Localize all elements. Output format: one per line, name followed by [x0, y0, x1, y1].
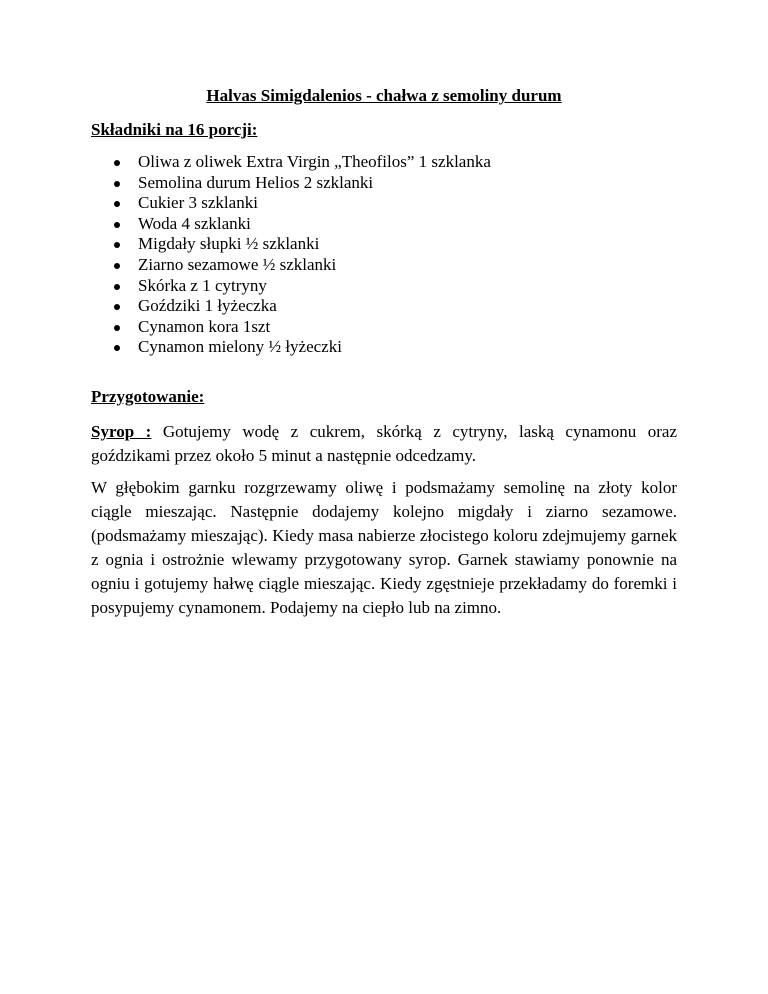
syrup-label: Syrop :: [91, 422, 152, 441]
ingredients-heading: Składniki na 16 porcji:: [91, 120, 258, 139]
list-item: [91, 234, 491, 255]
recipe-title: Halvas Simigdalenios - chałwa z semoliny durum: [206, 86, 562, 105]
bullet-icon: [114, 345, 120, 351]
syrup-paragraph: [91, 420, 677, 468]
ingredient-text: Semolina durum Helios 2 szklanki: [138, 172, 374, 192]
method-paragraph: W głębokim garnku rozgrzewamy oliwę i podsmażamy semolinę na złoty kolor ciągle mieszając. Następnie dodajemy kolejno migdały i ziarno sezamowe. (podsmażamy mieszając). Kiedy masa nabierze złocistego koloru zdejmujemy garnek z ognia i ostrożnie wlewamy przygotowany syrop. Garnek stawiamy ponownie na ogniu i gotujemy hałwę ciągle mieszając. Kiedy zgęstnieje przekładamy do foremki i posypujemy cynamonem. Podajemy na ciepło lub na zimno.: [91, 478, 677, 617]
list-item: [91, 337, 491, 358]
bullet-icon: [114, 160, 120, 166]
bullet-icon: [114, 222, 120, 228]
list-item: [91, 255, 491, 276]
bullet-icon: [114, 263, 120, 269]
ingredient-text: Cynamon kora 1szt: [138, 316, 271, 336]
ingredient-text: Skórka z 1 cytryny: [138, 275, 267, 295]
list-item: [91, 173, 491, 194]
ingredient-text: Cukier 3 szklanki: [138, 193, 258, 213]
bullet-icon: [114, 181, 120, 187]
ingredient-text: Goździki 1 łyżeczka: [138, 296, 277, 316]
bullet-icon: [114, 284, 120, 290]
list-item: [91, 296, 491, 317]
ingredients-list: [91, 152, 491, 358]
ingredient-text: Cynamon mielony ½ łyżeczki: [138, 337, 342, 357]
list-item: [91, 193, 491, 214]
bullet-icon: [114, 304, 120, 310]
ingredient-text: Ziarno sezamowe ½ szklanki: [138, 254, 337, 274]
bullet-icon: [114, 201, 120, 207]
list-item: [91, 214, 491, 235]
ingredient-text: Woda 4 szklanki: [138, 213, 251, 233]
ingredient-text: Migdały słupki ½ szklanki: [138, 234, 320, 254]
preparation-heading: Przygotowanie:: [91, 387, 205, 406]
ingredient-text: Oliwa z oliwek Extra Virgin „Theofilos” 1 szklanka: [138, 152, 491, 171]
list-item: [91, 317, 491, 338]
syrup-text: Gotujemy wodę z cukrem, skórką z cytryny, laską cynamonu oraz goździkami przez około 5 minut a następnie odcedzamy.: [91, 422, 677, 465]
list-item: [91, 276, 491, 297]
bullet-icon: [114, 325, 120, 331]
bullet-icon: [114, 242, 120, 248]
list-item: [91, 152, 491, 173]
